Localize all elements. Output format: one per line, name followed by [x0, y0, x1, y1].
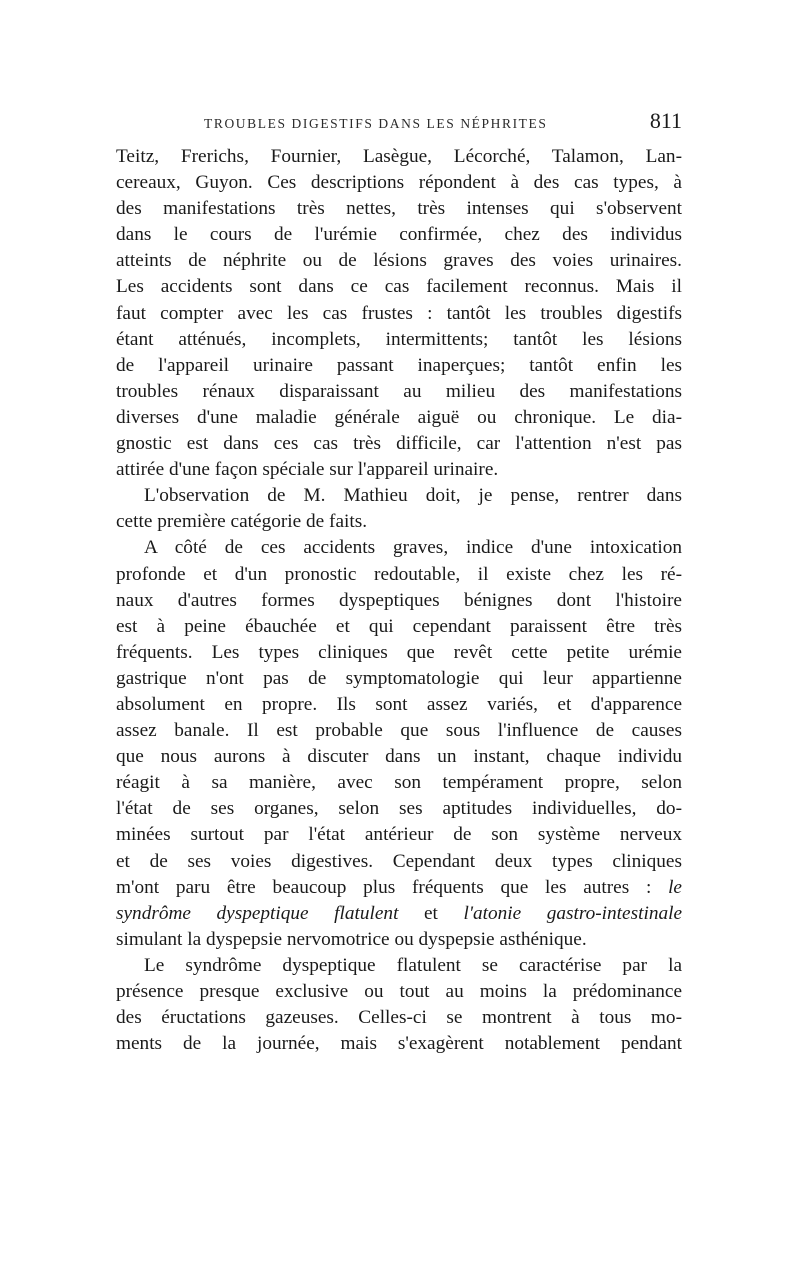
italic-term: le	[668, 876, 682, 898]
text-line: des manifestations très nettes, très intenses qui s'observent	[116, 198, 682, 220]
text-line: gastrique n'ont pas de symptomatologie qui leur appartienne	[116, 667, 682, 689]
text-line: est à peine ébauchée et qui cependant paraissent être très	[116, 615, 682, 637]
text-line: troubles rénaux disparaissant au milieu des manifestations	[116, 380, 682, 402]
book-page	[116, 108, 682, 1057]
text-line: diverses d'une maladie générale aiguë ou chronique. Le dia-	[116, 406, 682, 428]
text-line: de l'appareil urinaire passant inaperçues; tantôt enfin les	[116, 354, 682, 376]
text-line: l'état de ses organes, selon ses aptitudes individuelles, do-	[116, 798, 682, 820]
text-line: cereaux, Guyon. Ces descriptions répondent à des cas types, à	[116, 172, 682, 194]
text-line: des éructations gazeuses. Celles-ci se montrent à tous mo-	[116, 1007, 682, 1029]
text-line: présence presque exclusive ou tout au moins la prédominance	[116, 981, 682, 1002]
italic-term: syndrôme dyspeptique flatulent	[116, 902, 399, 924]
text-line: que nous aurons à discuter dans un instant, chaque individu	[116, 746, 682, 768]
text-line: réagit à sa manière, avec son tempérament propre, selon	[116, 772, 682, 794]
text-segment: et	[398, 902, 464, 924]
text-line: Teitz, Frerichs, Fournier, Lasègue, Lécorché, Talamon, Lan-	[116, 146, 682, 167]
text-line: étant atténués, incomplets, intermittents; tantôt les lésions	[116, 328, 682, 350]
text-line: et de ses voies digestives. Cependant deux types cliniques	[116, 850, 682, 872]
text-line: faut compter avec les cas frustes : tantôt les troubles digestifs	[116, 302, 682, 324]
text-line: A côté de ces accidents graves, indice d'une intoxication	[144, 537, 682, 559]
text-line: L'observation de M. Mathieu doit, je pense, rentrer dans	[144, 485, 682, 507]
text-line: naux d'autres formes dyspeptiques bénignes dont l'histoire	[116, 589, 682, 611]
text-line: fréquents. Les types cliniques que revêt cette petite urémie	[116, 641, 682, 663]
text-line: cette première catégorie de faits.	[116, 511, 368, 533]
text-line	[116, 901, 682, 927]
paragraph-1	[116, 144, 682, 483]
text-line	[116, 875, 682, 901]
text-line: simulant la dyspepsie nervomotrice ou dyspepsie asthénique.	[116, 928, 587, 950]
text-line: assez banale. Il est probable que sous l'influence de causes	[116, 720, 682, 742]
text-line: absolument en propre. Ils sont assez variés, et d'apparence	[116, 693, 682, 715]
paragraph-4	[116, 953, 682, 1057]
text-line: dans le cours de l'urémie confirmée, chez des individus	[116, 224, 682, 246]
paragraph-2	[116, 483, 682, 535]
text-line: gnostic est dans ces cas très difficile, car l'attention n'est pas	[116, 433, 682, 455]
text-line: Le syndrôme dyspeptique flatulent se caractérise par la	[144, 954, 682, 976]
text-line: minées surtout par l'état antérieur de son système nerveux	[116, 824, 682, 846]
page-number: 811	[649, 108, 682, 133]
running-title: TROUBLES DIGESTIFS DANS LES NÉPHRITES	[204, 116, 548, 131]
text-line: profonde et d'un pronostic redoutable, il existe chez les ré-	[116, 563, 682, 585]
paragraph-3	[116, 535, 682, 953]
text-line: atteints de néphrite ou de lésions graves des voies urinaires.	[116, 250, 682, 272]
text-line: Les accidents sont dans ce cas facilement reconnus. Mais il	[116, 276, 682, 298]
text-segment: m'ont paru être beaucoup plus fréquents que les autres :	[116, 876, 652, 898]
text-line: ments de la journée, mais s'exagèrent notablement pendant	[116, 1033, 682, 1055]
text-line: attirée d'une façon spéciale sur l'appareil urinaire.	[116, 459, 499, 481]
running-head	[116, 108, 682, 144]
italic-term: l'atonie gastro-intestinale	[463, 902, 683, 924]
